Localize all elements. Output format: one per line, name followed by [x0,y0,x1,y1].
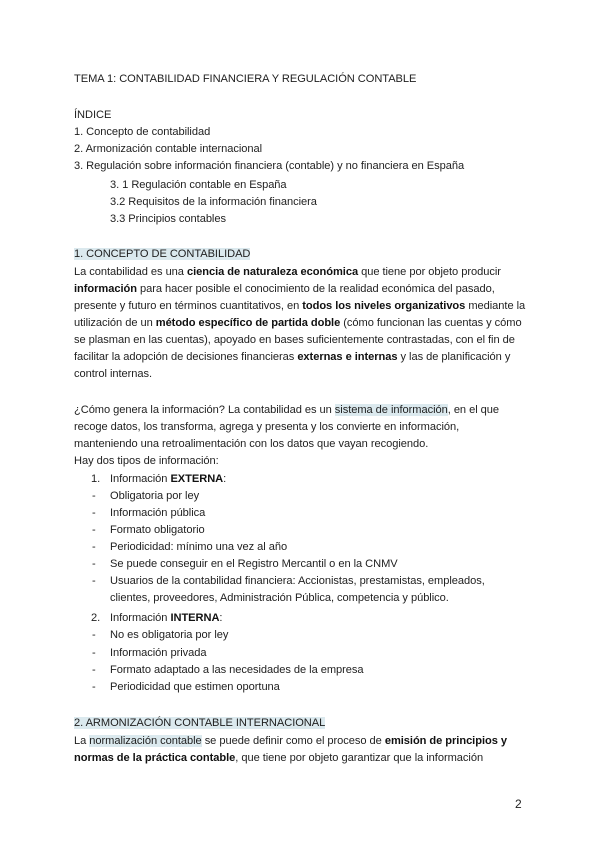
paragraph-line [74,281,495,298]
paragraph-line: manteniendo una retroalimentación con los datos que vayan recogiendo. [74,438,429,450]
text-run: : [223,473,227,485]
section-heading [74,715,325,732]
list-dash: - [92,524,96,536]
paragraph-line: se plasman en las cuentas), apoyado en bases suficientemente contrastadas, con el fin de [74,334,515,346]
list-dash: - [92,558,96,570]
text-run: y las de planificación y [397,351,511,363]
bold-text: emisión de principios y [384,735,507,747]
paragraph-line [74,402,499,419]
paragraph-line [74,349,510,366]
list-item: Formato obligatorio [110,524,205,536]
list-item: Periodicidad que estimen oportuna [110,681,280,693]
text-run: utilización de un [74,317,156,329]
bold-text: todos los niveles organizativos [302,300,466,312]
text-run: , en el que [447,404,500,416]
list-heading-internal [110,610,222,627]
text-run: Información [110,612,171,624]
text-run: que tiene por objeto producir [358,266,501,278]
list-item: Periodicidad: mínimo una vez al año [110,541,288,553]
list-heading-external [110,471,226,488]
bold-text: normas de la práctica contable [74,752,236,764]
bold-text: método específico de partida doble [155,317,341,329]
bold-text: ciencia de naturaleza económica [186,266,359,278]
highlighted-text: sistema de información [334,404,448,416]
list-item: Formato adaptado a las necesidades de la empresa [110,664,364,676]
document-title: TEMA 1: CONTABILIDAD FINANCIERA Y REGULACIÓN CONTABLE [74,73,417,85]
paragraph-line [74,264,501,281]
paragraph-line [74,298,525,315]
text-run: , que tiene por objeto garantizar que la información [235,752,484,764]
index-subitem: 3.2 Requisitos de la información financiera [110,196,317,208]
page-number: 2 [515,797,522,811]
bold-text: información [74,283,137,295]
list-dash: - [92,490,96,502]
bold-text: externas e internas [297,351,398,363]
list-number: 1. [91,473,101,485]
text-run: facilitar la adopción de decisiones financieras [74,351,298,363]
paragraph-line [74,733,507,750]
paragraph-line: control internas. [74,368,153,380]
list-dash: - [92,575,96,587]
list-dash: - [92,629,96,641]
text-run: para hacer posible el conocimiento de la realidad económica del pasado, [136,283,495,295]
list-number: 2. [91,612,101,624]
paragraph-line: recoge datos, los transforma, agrega y presenta y los convierte en información, [74,421,460,433]
text-run: La [74,735,90,747]
paragraph-line [74,315,522,332]
text-run: ¿Cómo genera la información? La contabilidad es un [74,404,335,416]
text-run: mediante la [465,300,526,312]
list-item-continuation: clientes, proveedores, Administración Pública, competencia y público. [110,592,449,604]
bold-text: INTERNA [170,612,220,624]
index-subitem: 3.3 Principios contables [110,213,226,225]
text-run: : [219,612,223,624]
text-run: presente y futuro en términos cuantitativos, en [74,300,303,312]
list-item: Información privada [110,647,207,659]
index-subitem: 3. 1 Regulación contable en España [110,179,287,191]
list-item: Obligatoria por ley [110,490,200,502]
text-run: (cómo funcionan las cuentas y cómo [340,317,522,329]
list-dash: - [92,664,96,676]
bold-text: EXTERNA [170,473,224,485]
list-item: Información pública [110,507,206,519]
list-dash: - [92,681,96,693]
section-heading-text: 1. CONCEPTO DE CONTABILIDAD [74,248,251,260]
list-dash: - [92,507,96,519]
index-item: 3. Regulación sobre información financiera (contable) y no financiera en España [74,160,465,172]
text-run: Información [110,473,171,485]
section-heading [74,246,250,263]
list-item: No es obligatoria por ley [110,629,229,641]
paragraph-line [74,750,483,767]
index-item: 2. Armonización contable internacional [74,143,263,155]
text-run: se puede definir como el proceso de [201,735,385,747]
text-run: La contabilidad es una [74,266,187,278]
list-dash: - [92,647,96,659]
list-item: Se puede conseguir en el Registro Mercantil o en la CNMV [110,558,398,570]
paragraph-line: Hay dos tipos de información: [74,455,219,467]
list-item: Usuarios de la contabilidad financiera: Accionistas, prestamistas, empleados, [110,575,485,587]
list-dash: - [92,541,96,553]
index-heading: ÍNDICE [74,109,112,121]
section-heading-text: 2. ARMONIZACIÓN CONTABLE INTERNACIONAL [74,717,326,729]
index-item: 1. Concepto de contabilidad [74,126,211,138]
highlighted-text: normalización contable [89,735,202,747]
